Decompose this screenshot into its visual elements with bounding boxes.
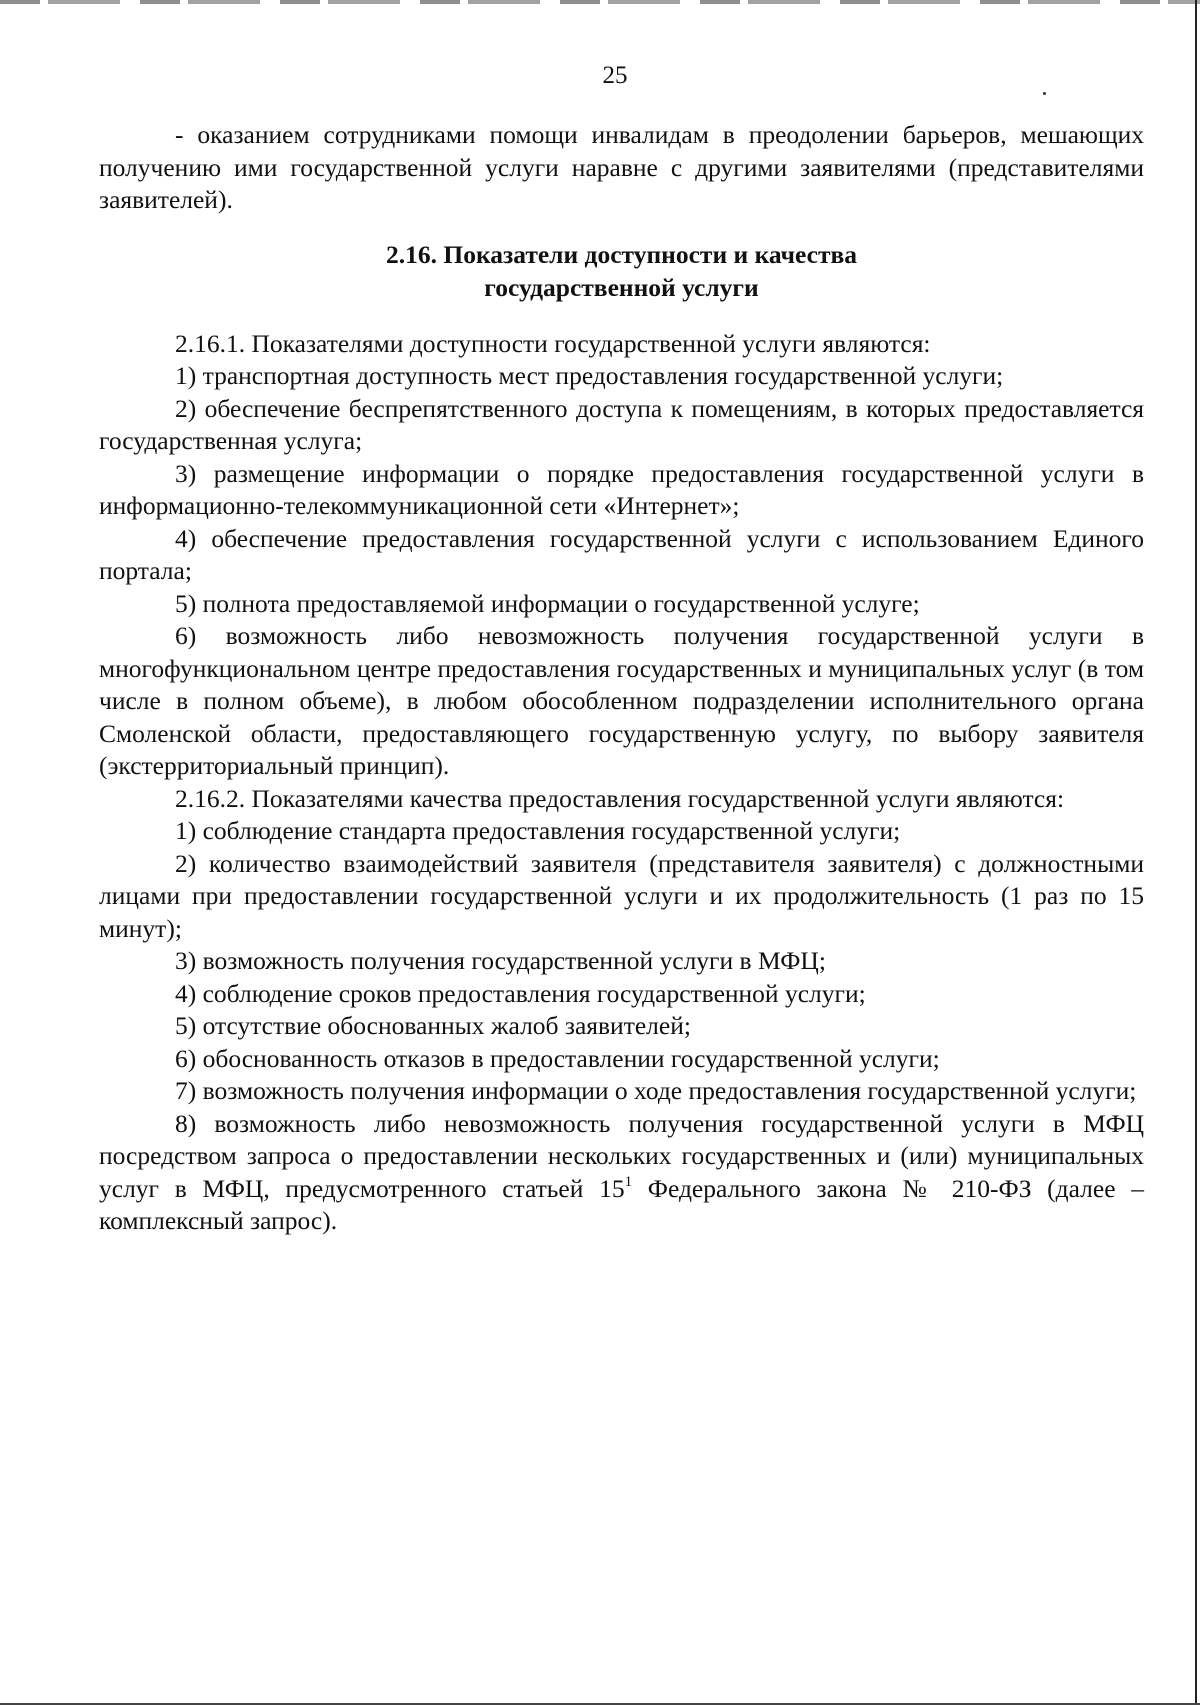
list-item: 6) возможность либо невозможность получения государственной услуги в многофункциональном центре предоставления государственных и муниципальных услуг (в том числе в полном объеме), в любом обособленном подразделении исполнительного органа Смоленской области, предоставляющего государственную услугу, по выбору заявителя (экстерриториальный принцип).	[99, 621, 1144, 780]
list-item: 5) отсутствие обоснованных жалоб заявителей;	[175, 1011, 691, 1040]
superscript: 1	[624, 1173, 633, 1190]
section-heading-line-1: 2.16. Показатели доступности и качества	[385, 239, 857, 269]
list-item: 1) транспортная доступность мест предоставления государственной услуги;	[175, 361, 1004, 390]
list-item: 3) возможность получения государственной услуги в МФЦ;	[175, 946, 826, 975]
list-item: 1) соблюдение стандарта предоставления государственной услуги;	[175, 816, 901, 845]
scan-border-top	[0, 0, 1200, 4]
list-item: 4) соблюдение сроков предоставления государственной услуги;	[175, 978, 866, 1008]
list-item: 3) размещение информации о порядке предоставления государственной услуги в информационно-телекоммуникационной сети «Интернет»;	[99, 458, 1144, 520]
list-item-last	[99, 1108, 1144, 1238]
scan-speck	[1043, 92, 1046, 95]
section-heading-line-2: государственной услуги	[484, 272, 759, 302]
paragraph-2-16-1: 2.16.1. Показателями доступности государственной услуги являются:	[175, 328, 931, 358]
list-item: 2) обеспечение беспрепятственного доступа к помещениям, в которых предоставляется государственная услуга;	[99, 393, 1144, 455]
list-item: 4) обеспечение предоставления государственной услуги с использованием Единого портала;	[99, 523, 1144, 585]
intro-paragraph: - оказанием сотрудниками помощи инвалидам в преодолении барьеров, мешающих получению ими государственной услуги наравне с другими заявителями (представителями заявителей).	[99, 120, 1144, 214]
scan-border-right	[1195, 0, 1197, 1705]
last-item-text: 8) возможность либо невозможность получения государственной услуги в МФЦ посредством запроса о предоставлении нескольких государственных и (или) муниципальных услуг в МФЦ, предусмотренного статьей 15	[99, 1108, 1144, 1203]
list-item: 6) обоснованность отказов в предоставлении государственной услуги;	[175, 1043, 940, 1073]
page-number: 25	[602, 62, 628, 89]
document-body	[99, 119, 1144, 1238]
list-item: 7) возможность получения информации о ходе предоставления государственной услуги;	[175, 1076, 1137, 1105]
paragraph-2-16-2: 2.16.2. Показателями качества предоставления государственной услуги являются:	[175, 783, 1065, 813]
section-heading	[99, 238, 1144, 304]
list-item: 5) полнота предоставляемой информации о государственной услуге;	[175, 588, 920, 618]
last-item-text-end: Федерального закона № 210-ФЗ (далее – комплексный запрос).	[99, 1173, 1144, 1235]
list-item: 2) количество взаимодействий заявителя (представителя заявителя) с должностными лицами при предоставлении государственной услуги и их продолжительность (1 раз по 15 минут);	[99, 848, 1144, 943]
